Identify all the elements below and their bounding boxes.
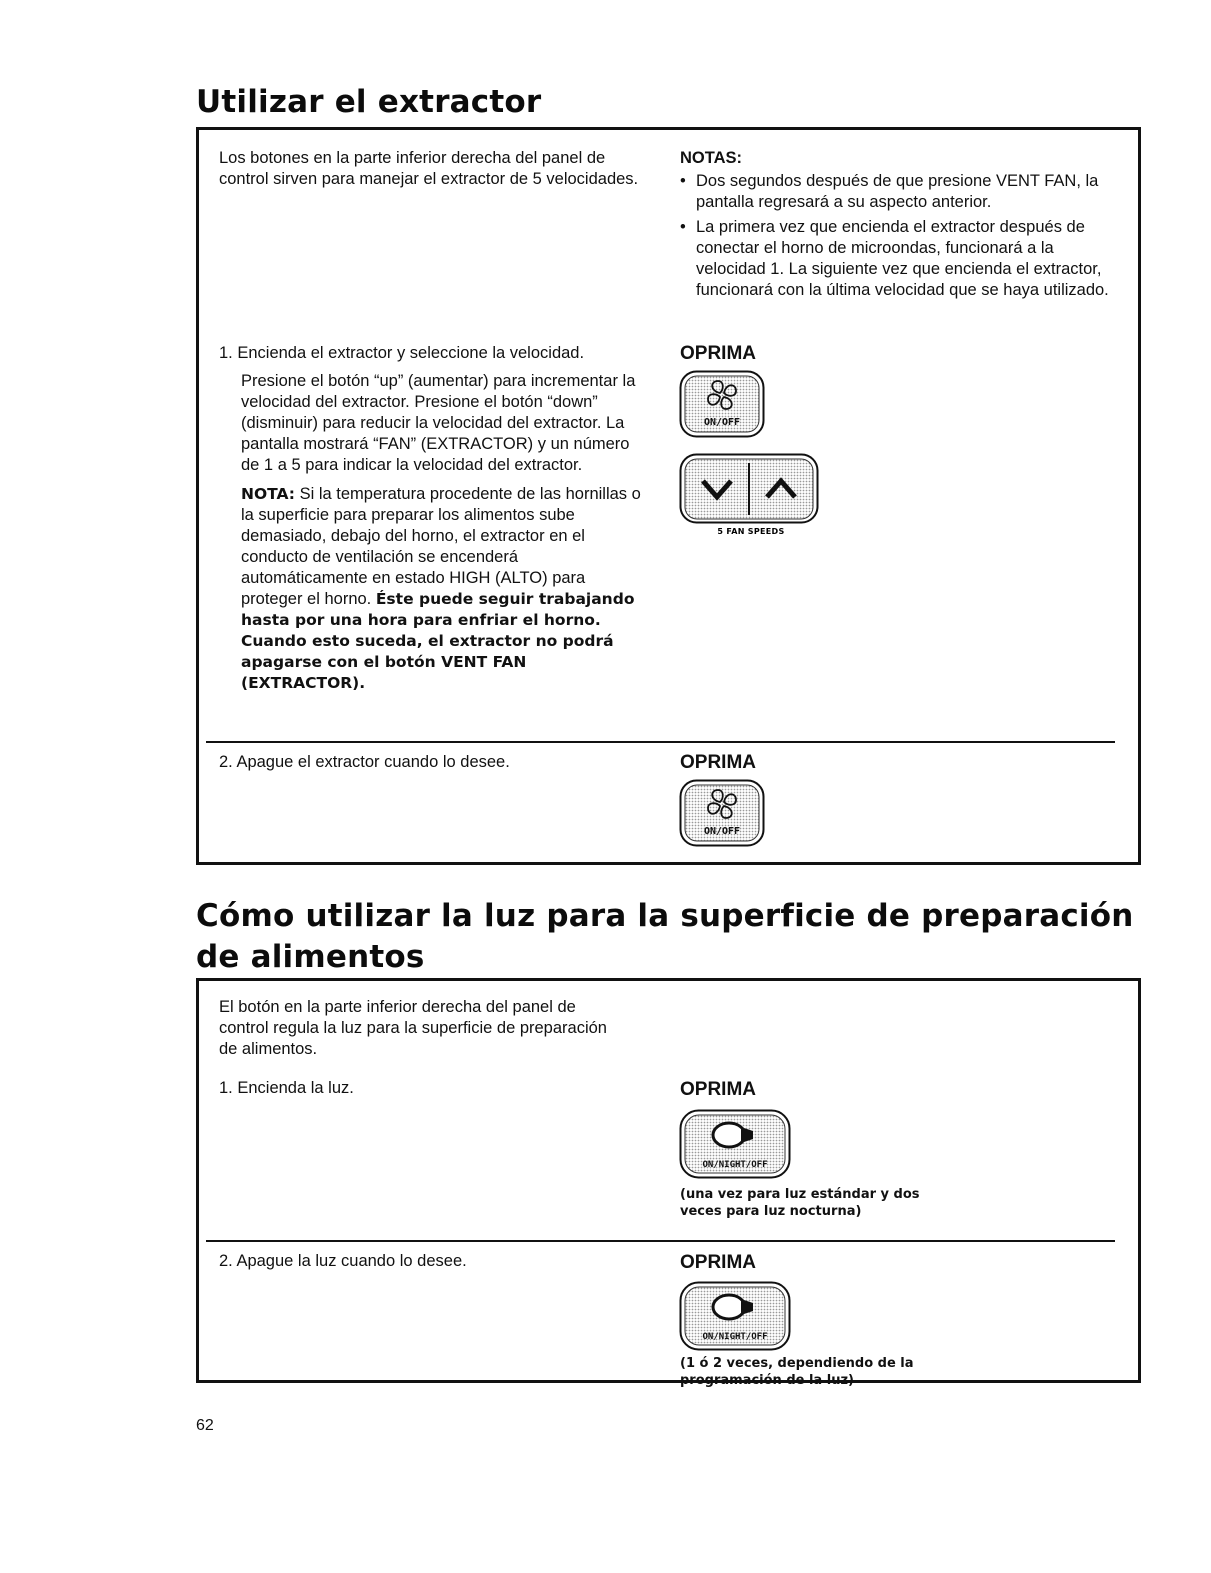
step-instruction: Encienda la luz.: [237, 1079, 354, 1097]
nota-label: NOTA:: [241, 485, 296, 503]
nota-text: Si la temperatura procedente de las hornillas o la superficie para preparar los alimentos sube demasiado, debajo del horno, el extractor en el conducto de ventilación se encenderá automáticamente en estado HIGH (ALTO) para proteger el horno.: [241, 485, 641, 608]
section-right-border: [1138, 978, 1141, 1383]
press-label: OPRIMA: [680, 1252, 756, 1273]
section-bottom-rule: [196, 862, 1141, 865]
button-label: ON/OFF: [703, 826, 741, 837]
title-line: de alimentos: [196, 939, 425, 975]
section-bottom-rule: [196, 1380, 1141, 1383]
press-label: OPRIMA: [680, 752, 756, 773]
step-number: 1.: [219, 1079, 233, 1097]
step-detail: Presione el botón “up” (aumentar) para incrementar la velocidad del extractor. Presione el botón “down” (disminuir) para reducir la velocidad del extractor. La pantalla mostrará “FAN” (EXTRACTOR) y un número de 1 a 5 para indicar la velocidad del extractor.: [241, 372, 636, 474]
section-title-light: [196, 896, 1156, 978]
fan-on-off-button[interactable]: [679, 779, 765, 847]
extractor-step-2: [219, 752, 649, 773]
note-item: • La primera vez que encienda el extractor después de conectar el horno de microondas, funcionará a la velocidad 1. La siguiente vez que encienda el extractor, funcionará con la última velocidad que se haya utilizado.: [680, 217, 1120, 301]
light-button[interactable]: [679, 1109, 791, 1179]
step-number: 2.: [219, 753, 233, 771]
light-step-1: [219, 1078, 649, 1099]
notes-block: [680, 148, 1120, 301]
title-line: Cómo utilizar la luz para la superficie de preparación: [196, 898, 1134, 934]
note-item: • Dos segundos después de que presione VENT FAN, la pantalla regresará a su aspecto anterior.: [680, 171, 1120, 213]
section-title-extractor: Utilizar el extractor: [196, 84, 542, 120]
light-step-2: [219, 1251, 649, 1272]
section-right-border: [1138, 127, 1141, 865]
step-instruction: Apague el extractor cuando lo desee.: [236, 753, 510, 771]
speed-buttons-label: 5 FAN SPEEDS: [717, 527, 785, 536]
light-intro: El botón en la parte inferior derecha del panel de control regula la luz para la superficie de preparación de alimentos.: [219, 998, 607, 1058]
section-left-border: [196, 127, 199, 865]
notes-heading: NOTAS:: [680, 149, 743, 167]
step-number: 1.: [219, 344, 233, 362]
notes-list: [680, 171, 1120, 301]
section-top-rule: [196, 978, 1141, 981]
press-caption: (1 ó 2 veces, dependiendo de la programación de la luz): [680, 1356, 914, 1388]
extractor-step-1: [219, 343, 649, 694]
fan-speed-buttons: [679, 453, 819, 538]
step-note: [241, 484, 649, 694]
extractor-intro: Los botones en la parte inferior derecha del panel de control sirven para manejar el extractor de 5 velocidades.: [219, 149, 639, 188]
section-left-border: [196, 978, 199, 1383]
page-number: 62: [196, 1417, 214, 1434]
step-instruction: Apague la luz cuando lo desee.: [236, 1252, 467, 1270]
button-label: ON/NIGHT/OFF: [702, 1332, 768, 1342]
step-number: 2.: [219, 1252, 233, 1270]
light-button[interactable]: [679, 1281, 791, 1351]
press-caption: (una vez para luz estándar y dos veces para luz nocturna): [680, 1187, 920, 1219]
fan-on-off-button[interactable]: [679, 370, 765, 438]
press-label: OPRIMA: [680, 343, 756, 364]
nota-bold-text: Éste puede seguir trabajando hasta por una hora para enfriar el horno. Cuando esto suceda, el extractor no podrá apagarse con el botón VENT FAN (EXTRACTOR).: [241, 590, 635, 692]
section-top-rule: [196, 127, 1141, 130]
button-label: ON/OFF: [703, 417, 741, 428]
step-text: [219, 343, 649, 364]
button-label: ON/NIGHT/OFF: [702, 1160, 768, 1170]
press-label: OPRIMA: [680, 1079, 756, 1100]
step-divider: [206, 1240, 1115, 1242]
step-instruction: Encienda el extractor y seleccione la velocidad.: [237, 344, 585, 362]
step-divider: [206, 741, 1115, 743]
